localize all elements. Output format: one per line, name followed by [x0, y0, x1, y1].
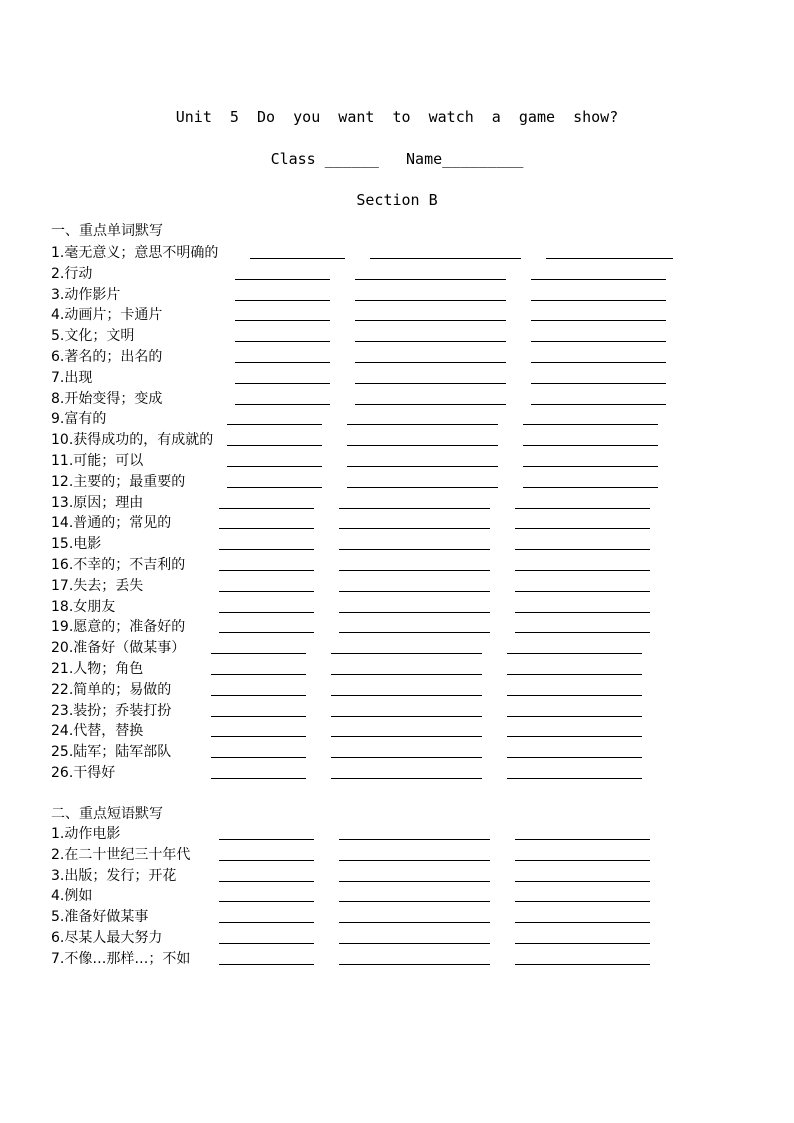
answer-blank[interactable] [227, 424, 322, 425]
answer-blank[interactable] [227, 466, 322, 467]
answer-blank[interactable] [515, 508, 650, 509]
answer-blank[interactable] [531, 383, 666, 384]
list-item [51, 409, 751, 429]
item-label: 16.不幸的；不吉利的 [51, 557, 186, 573]
list-item [51, 493, 751, 513]
list-item [51, 763, 751, 783]
list-item [51, 680, 751, 700]
item-label: 19.愿意的；准备好的 [51, 619, 186, 636]
answer-blank[interactable] [219, 922, 314, 923]
answer-blank[interactable] [515, 901, 650, 902]
answer-blank[interactable] [515, 612, 650, 613]
item-label: 12.主要的；最重要的 [51, 473, 186, 490]
answer-blank[interactable] [219, 964, 314, 965]
answer-blank[interactable] [331, 674, 482, 675]
answer-blank[interactable] [235, 341, 330, 342]
list-item [51, 701, 751, 721]
answer-blank[interactable] [515, 964, 650, 965]
answer-blank[interactable] [339, 881, 490, 882]
list-item [51, 389, 751, 409]
item-label: 4.动画片；卡通片 [51, 307, 163, 324]
item-label: 25.陆军；陆军部队 [51, 744, 172, 761]
answer-blank[interactable] [219, 839, 314, 840]
answer-blank[interactable] [355, 383, 506, 384]
list-item [51, 617, 751, 637]
answer-blank[interactable] [355, 404, 506, 405]
answer-blank[interactable] [339, 901, 490, 902]
answer-blank[interactable] [331, 736, 482, 737]
list-item [51, 907, 751, 927]
item-label: 3.出版；发行；开花 [51, 867, 177, 884]
list-item [51, 866, 751, 886]
answer-blank[interactable] [531, 404, 666, 405]
list-item [51, 721, 751, 741]
answer-blank[interactable] [507, 778, 642, 779]
answer-blank[interactable] [211, 778, 306, 779]
answer-blank[interactable] [515, 860, 650, 861]
answer-blank[interactable] [507, 674, 642, 675]
list-item [51, 659, 751, 679]
answer-blank[interactable] [219, 528, 314, 529]
item-label: 18.女朋友 [51, 598, 116, 615]
answer-blank[interactable] [227, 487, 322, 488]
answer-blank[interactable] [339, 839, 490, 840]
answer-blank[interactable] [339, 632, 490, 633]
answer-blank[interactable] [347, 424, 498, 425]
list-item [51, 264, 751, 284]
answer-blank[interactable] [523, 424, 658, 425]
list-item [51, 326, 751, 346]
answer-blank[interactable] [219, 901, 314, 902]
answer-blank[interactable] [211, 716, 306, 717]
answer-blank[interactable] [347, 466, 498, 467]
answer-blank[interactable] [507, 757, 642, 758]
item-label: 2.在二十世纪三十年代 [51, 846, 191, 863]
list-item [51, 638, 751, 658]
answer-blank[interactable] [515, 881, 650, 882]
answer-blank[interactable] [331, 778, 482, 779]
answer-blank[interactable] [507, 736, 642, 737]
answer-blank[interactable] [515, 632, 650, 633]
answer-blank[interactable] [211, 736, 306, 737]
answer-blank[interactable] [339, 549, 490, 550]
item-label: 23.装扮；乔装打扮 [51, 702, 172, 719]
item-label: 14.普通的；常见的 [51, 515, 172, 532]
answer-blank[interactable] [515, 922, 650, 923]
answer-blank[interactable] [235, 383, 330, 384]
item-label: 13.原因；理由 [51, 494, 144, 511]
list-item [51, 285, 751, 305]
item-label: 10.获得成功的，有成就的 [51, 432, 214, 449]
item-label: 3.动作影片 [51, 286, 121, 303]
answer-blank[interactable] [515, 528, 650, 529]
answer-blank[interactable] [507, 716, 642, 717]
answer-blank[interactable] [250, 258, 345, 259]
answer-blank[interactable] [523, 445, 658, 446]
item-label: 17.失去；丢失 [51, 577, 144, 594]
list-item [51, 513, 751, 533]
answer-blank[interactable] [235, 320, 330, 321]
answer-blank[interactable] [219, 943, 314, 944]
list-item [51, 472, 751, 492]
answer-blank[interactable] [531, 320, 666, 321]
item-label: 11.可能；可以 [51, 453, 144, 469]
item-label: 5.文化；文明 [51, 328, 135, 345]
answer-blank[interactable] [219, 570, 314, 571]
answer-blank[interactable] [339, 922, 490, 923]
answer-blank[interactable] [347, 487, 498, 488]
answer-blank[interactable] [531, 300, 666, 301]
answer-blank[interactable] [339, 964, 490, 965]
answer-blank[interactable] [546, 258, 673, 259]
answer-blank[interactable] [531, 362, 666, 363]
answer-blank[interactable] [219, 860, 314, 861]
answer-blank[interactable] [515, 570, 650, 571]
answer-blank[interactable] [331, 757, 482, 758]
section-label: Section B [356, 191, 438, 209]
item-label: 4.例如 [51, 888, 93, 905]
answer-blank[interactable] [515, 549, 650, 550]
answer-blank[interactable] [531, 341, 666, 342]
answer-blank[interactable] [347, 445, 498, 446]
answer-blank[interactable] [339, 570, 490, 571]
item-label: 1.动作电影 [51, 826, 121, 842]
answer-blank[interactable] [235, 362, 330, 363]
answer-blank[interactable] [211, 757, 306, 758]
item-label: 1.毫无意义；意思不明确的 [51, 245, 219, 261]
answer-blank[interactable] [227, 445, 322, 446]
list-item [51, 368, 751, 388]
answer-blank[interactable] [339, 943, 490, 944]
class-name-line: Class ______ Name_________ [270, 150, 524, 168]
item-label: 24.代替，替换 [51, 723, 144, 740]
answer-blank[interactable] [339, 528, 490, 529]
list-item [51, 430, 751, 450]
list-item [51, 928, 751, 948]
part1-heading: 一、重点单词默写 [51, 223, 163, 239]
answer-blank[interactable] [355, 341, 506, 342]
answer-blank[interactable] [339, 591, 490, 592]
item-label: 26.干得好 [51, 765, 116, 781]
answer-blank[interactable] [219, 612, 314, 613]
list-item [51, 949, 751, 969]
list-item [51, 845, 751, 865]
list-item [51, 555, 751, 575]
answer-blank[interactable] [219, 508, 314, 509]
item-label: 6.著名的；出名的 [51, 349, 163, 365]
list-item [51, 243, 751, 263]
answer-blank[interactable] [235, 300, 330, 301]
answer-blank[interactable] [515, 839, 650, 840]
list-item [51, 824, 751, 844]
answer-blank[interactable] [331, 716, 482, 717]
item-label: 2.行动 [51, 265, 93, 282]
answer-blank[interactable] [339, 508, 490, 509]
answer-blank[interactable] [523, 466, 658, 467]
item-label: 9.富有的 [51, 411, 107, 428]
item-label: 20.准备好（做某事） [51, 640, 186, 657]
answer-blank[interactable] [515, 591, 650, 592]
item-label: 6.尽某人最大努力 [51, 930, 163, 946]
answer-blank[interactable] [235, 404, 330, 405]
list-item [51, 534, 751, 554]
item-label: 7.不像…那样…；不如 [51, 950, 191, 967]
answer-blank[interactable] [531, 279, 666, 280]
answer-blank[interactable] [355, 320, 506, 321]
answer-blank[interactable] [211, 695, 306, 696]
item-label: 22.简单的；易做的 [51, 681, 172, 698]
answer-blank[interactable] [331, 653, 482, 654]
list-item [51, 576, 751, 596]
list-item [51, 305, 751, 325]
answer-blank[interactable] [331, 695, 482, 696]
answer-blank[interactable] [235, 279, 330, 280]
item-label: 15.电影 [51, 536, 102, 553]
answer-blank[interactable] [523, 487, 658, 488]
answer-blank[interactable] [370, 258, 521, 259]
list-item [51, 742, 751, 762]
item-label: 5.准备好做某事 [51, 909, 149, 926]
list-item [51, 451, 751, 471]
answer-blank[interactable] [339, 612, 490, 613]
answer-blank[interactable] [211, 674, 306, 675]
answer-blank[interactable] [219, 591, 314, 592]
worksheet-title: Unit 5 Do you want to watch a game show? [175, 108, 619, 126]
item-label: 7.出现 [51, 369, 93, 386]
list-item [51, 597, 751, 617]
answer-blank[interactable] [507, 695, 642, 696]
answer-blank[interactable] [355, 362, 506, 363]
answer-blank[interactable] [219, 549, 314, 550]
item-label: 8.开始变得；变成 [51, 390, 163, 407]
answer-blank[interactable] [219, 632, 314, 633]
answer-blank[interactable] [355, 300, 506, 301]
answer-blank[interactable] [211, 653, 306, 654]
answer-blank[interactable] [339, 860, 490, 861]
answer-blank[interactable] [355, 279, 506, 280]
list-item [51, 347, 751, 367]
list-item [51, 886, 751, 906]
answer-blank[interactable] [515, 943, 650, 944]
answer-blank[interactable] [219, 881, 314, 882]
part2-heading: 二、重点短语默写 [51, 806, 163, 822]
answer-blank[interactable] [507, 653, 642, 654]
item-label: 21.人物；角色 [51, 661, 144, 677]
